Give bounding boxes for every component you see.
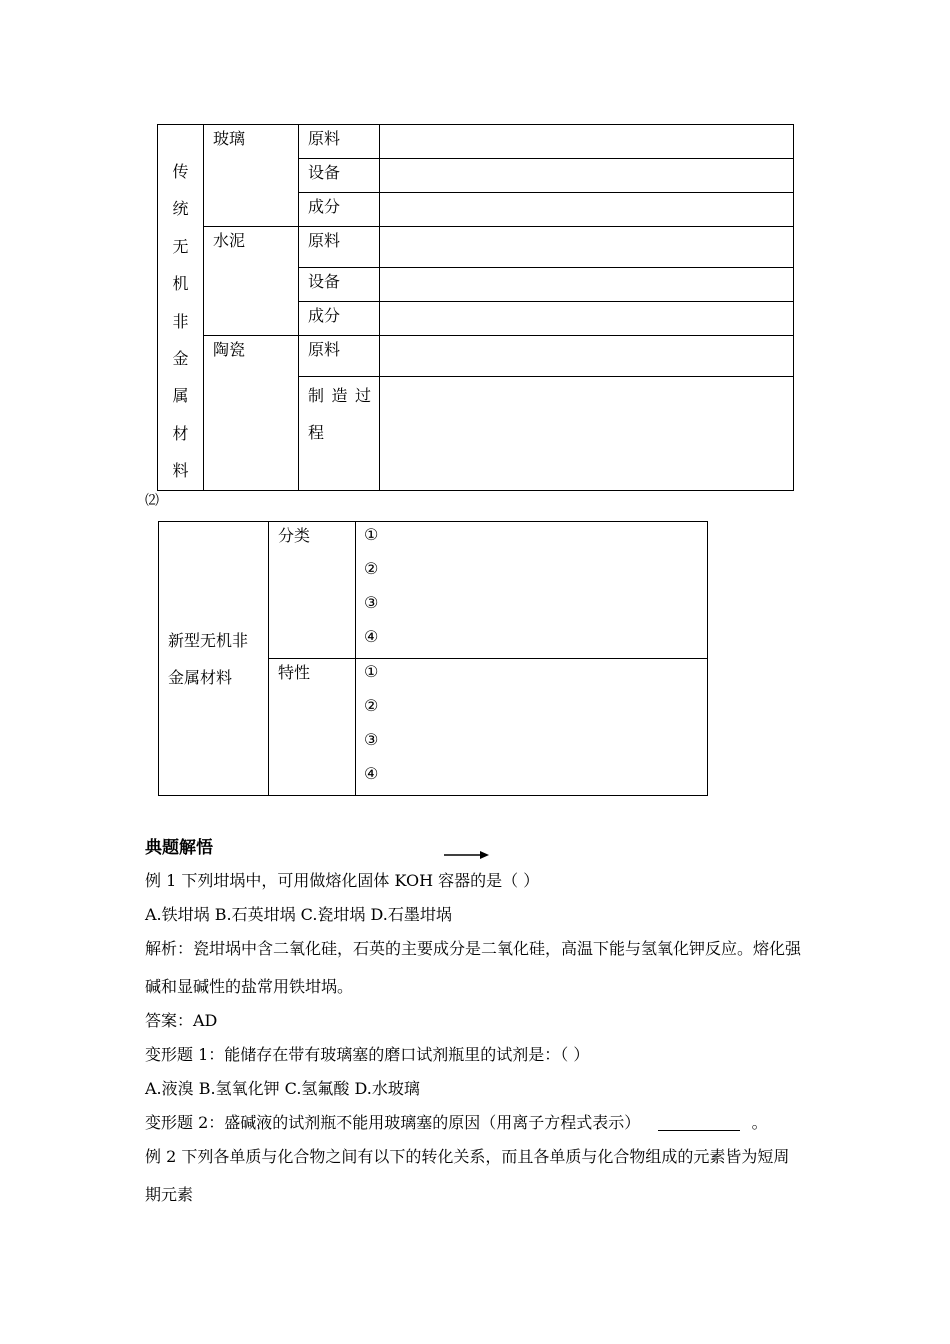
section-title: 典题解悟 xyxy=(145,838,213,858)
category-char: 材 xyxy=(172,423,189,443)
item-number: ③ xyxy=(364,593,379,612)
label-line: 金属材料 xyxy=(168,667,233,687)
category-char: 料 xyxy=(172,461,189,481)
section-label-2: ⑵ xyxy=(145,493,159,509)
answer-blank[interactable] xyxy=(380,267,794,301)
variant2-end: 。 xyxy=(751,1113,768,1132)
item-number: ③ xyxy=(364,730,379,749)
answer-blank[interactable] xyxy=(380,335,794,376)
example1-analysis-cont: 碱和显碱性的盐常用铁坩埚。 xyxy=(145,977,354,996)
label-line: 新型无机非 xyxy=(168,630,249,650)
variant1-question: 变形题 1：能储存在带有玻璃塞的磨口试剂瓶里的试剂是：（ ） xyxy=(145,1045,590,1064)
example1-analysis: 解析：瓷坩埚中含二氧化硅，石英的主要成分是二氧化硅，高温下能与氢氧化钾反应。熔化强 xyxy=(145,939,802,958)
item-number: ① xyxy=(364,662,379,681)
property-label: 特性 xyxy=(278,663,311,682)
material-glass: 玻璃 xyxy=(213,129,246,148)
category-char: 统 xyxy=(172,199,189,219)
item-number: ④ xyxy=(364,627,379,646)
classification-label: 分类 xyxy=(278,526,311,545)
answer-blank[interactable] xyxy=(380,125,794,159)
example1-answer: 答案：AD xyxy=(145,1011,218,1030)
new-materials-table xyxy=(158,521,708,796)
material-ceramic: 陶瓷 xyxy=(213,339,246,359)
example2-question: 例 2 下列各单质与化合物之间有以下的转化关系，而且各单质与化合物组成的元素皆为短周 xyxy=(145,1147,790,1166)
example1-options: A.铁坩埚 B.石英坩埚 C.瓷坩埚 D.石墨坩埚 xyxy=(145,905,452,924)
prop-label: 原料 xyxy=(308,231,341,250)
prop-label: 成分 xyxy=(308,305,341,325)
item-number: ① xyxy=(364,525,379,544)
prop-label: 成分 xyxy=(308,197,341,216)
item-number: ④ xyxy=(364,764,379,783)
variant2-question xyxy=(145,1110,768,1133)
category-cell xyxy=(158,125,204,491)
arrow-icon xyxy=(444,849,490,861)
answer-blank[interactable] xyxy=(380,301,794,335)
example1-question: 例 1 下列坩埚中，可用做熔化固体 KOH 容器的是（ ） xyxy=(145,871,540,890)
prop-label: 设备 xyxy=(308,163,341,182)
prop-label: 原料 xyxy=(308,339,341,359)
prop-label: 制造过程 xyxy=(308,385,371,442)
material-cement: 水泥 xyxy=(213,231,246,250)
property-items[interactable] xyxy=(356,659,708,796)
item-number: ② xyxy=(364,559,379,578)
example2-question-cont: 期元素 xyxy=(145,1185,194,1204)
item-number: ② xyxy=(364,696,379,715)
category-char: 非 xyxy=(172,311,189,331)
classification-items[interactable] xyxy=(356,522,708,659)
category-char: 无 xyxy=(172,236,189,256)
prop-label: 设备 xyxy=(308,271,341,291)
answer-blank[interactable] xyxy=(380,376,794,490)
variant1-options: A.液溴 B.氢氧化钾 C.氢氟酸 D.水玻璃 xyxy=(145,1079,420,1098)
prop-label: 原料 xyxy=(308,129,341,148)
variant2-text: 变形题 2：盛碱液的试剂瓶不能用玻璃塞的原因（用离子方程式表示） xyxy=(145,1113,641,1132)
answer-blank[interactable] xyxy=(380,227,794,268)
category-char: 机 xyxy=(172,274,189,294)
new-materials-label xyxy=(159,522,269,796)
traditional-materials-table xyxy=(157,124,794,491)
answer-blank[interactable] xyxy=(380,159,794,193)
answer-blank[interactable] xyxy=(380,193,794,227)
answer-underline[interactable] xyxy=(658,1114,740,1131)
category-char: 属 xyxy=(172,386,189,406)
category-char: 传 xyxy=(172,162,189,181)
category-char: 金 xyxy=(172,348,189,368)
